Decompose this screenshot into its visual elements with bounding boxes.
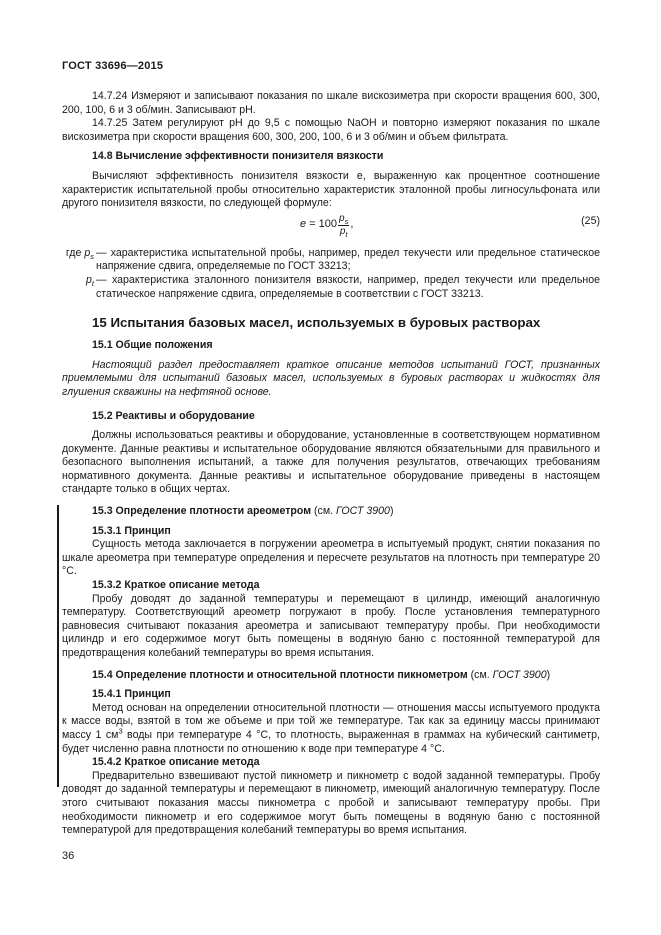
numerator-symbol: p — [339, 212, 345, 224]
def-sub: s — [90, 251, 94, 261]
heading-15-4 — [62, 669, 600, 683]
denominator-sub: t — [345, 229, 348, 239]
change-bar — [57, 505, 59, 787]
formula-tail: , — [350, 218, 354, 231]
formula-numerator — [338, 213, 349, 226]
numerator-sub: s — [344, 216, 349, 226]
paragraph-15-3-2: Пробу доводят до заданной температуры и перемещают в цилиндр, имеющий аналогичную температуру. Соответствующий ареометр погружают в пробу. После установления температурного равновесия считывают показания ареометра и записывают температуру пробы. При необходимости цилиндр и его содержимое могут быть помещены в водяную баню с постоянной температурой для предотвращения колебаний температуры во время испытания. — [62, 592, 600, 659]
ref-standard: ГОСТ 3900 — [336, 505, 390, 518]
def-sub: t — [91, 279, 94, 289]
denominator-symbol: p — [339, 225, 346, 237]
heading-15-4-1: 15.4.1 Принцип — [92, 688, 171, 701]
ref-close: ) — [546, 668, 551, 681]
cubic-superscript: 3 — [118, 726, 123, 736]
paragraph-15-1: Настоящий раздел предоставляет краткое описание методов испытаний ГОСТ, признанных приемлемыми для испытаний базовых масел, используемых в буровых растворах и жидкостях для глушения скважины на нефтяной основе. — [62, 358, 600, 398]
ref-open: (см. — [311, 505, 337, 518]
paragraph-14-7-25: 14.7.25 Затем регулируют pH до 9,5 с помощью NaOH и повторно измеряют показания по шкале вискозиметра при скорости вращения 600, 300, 200, 100, 6 и 3 об/мин и объем фильтрата. — [62, 117, 600, 143]
paragraph-15-3-1: Сущность метода заключается в погружении ареометра в испытуемый продукт, снятии показания по шкале ареометра при температуре определения и пересчете результатов на плотность при температуре 20 °С. — [62, 538, 600, 578]
definition-term — [62, 247, 96, 274]
formula-25 — [62, 211, 600, 247]
heading-15-2: 15.2 Реактивы и оборудование — [92, 409, 255, 422]
heading-14-8: 14.8 Вычисление эффективности понизителя вязкости — [92, 150, 384, 163]
definition-text: — характеристика эталонного понизителя вязкости, например, предел текучести или предельное статическое напряжение сдвига, определяемые в соответствии с ГОСТ 33213. — [96, 273, 600, 300]
formula-number: (25) — [581, 214, 600, 227]
ref-standard: ГОСТ 3900 — [492, 668, 547, 681]
ref-open: (см. — [467, 668, 493, 681]
paragraph-15-4-1-part-a: Метод основан на определении относительной плотности — отношения массы испытуемого продукта к массе воды, взятой в том же объеме и при той же температуре. Так как за единицу массы принимают массу 1 см — [62, 701, 600, 741]
definition-term — [62, 274, 96, 301]
definition-text: — характеристика испытательной пробы, например, предел текучести или предельное статическое напряжение сдвига, определяемые по ГОСТ 33213; — [96, 246, 600, 273]
heading-15-1: 15.1 Общие положения — [92, 339, 213, 352]
paragraph-15-4-2: Предварительно взвешивают пустой пикнометр и пикнометр с водой заданной температуры. Пробу доводят до заданной температуры и перемещают в пикнометр, имеющий аналогичную температуру. После этого считывают показания массы пикнометра с пробой и записывают температуру пробы. При необходимости пикнометр и его содержимое могут быть помещены в водяную баню с постоянной температурой для предотвращения колебаний температуры во время испытания. — [62, 769, 600, 837]
paragraph-15-4-1 — [62, 702, 600, 756]
paragraph-14-8: Вычисляют эффективность понизителя вязкости e, выраженную как процентное соотношение характеристик испытательной пробы относительно характеристик эталонной пробы лигносульфоната или другого понизителя вязкости, по следующей формуле: — [62, 169, 600, 210]
formula-expression — [300, 213, 353, 238]
heading-15-3 — [62, 505, 600, 519]
paragraph-15-4-1-part-b: воды при температуре 4 °С, то плотность, выраженная в граммах на кубический сантиметр, будет численно равна плотности по отношению к воде при температуре 4 °С. — [62, 728, 600, 755]
formula-denominator — [340, 226, 348, 238]
formula-eq: = 100 — [306, 218, 338, 231]
document-header: ГОСТ 33696—2015 — [62, 60, 164, 72]
def-symbol: p — [86, 273, 92, 286]
page-number: 36 — [62, 850, 75, 862]
document-body — [62, 90, 600, 838]
paragraph-14-7-24: 14.7.24 Измеряют и записывают показания по шкале вискозиметра при скорости вращения 600, 300, 200, 100, 6 и 3 об/мин. Записывают pH. — [62, 90, 600, 116]
heading-15-3-2: 15.3.2 Краткое описание метода — [92, 579, 260, 592]
heading-15-3-title: 15.3 Определение плотности ареометром — [92, 505, 312, 518]
heading-15-4-2: 15.4.2 Краткое описание метода — [92, 756, 260, 769]
def-symbol: p — [84, 246, 91, 259]
changed-section — [62, 505, 600, 838]
paragraph-15-2: Должны использоваться реактивы и оборудование, установленные в соответствующем нормативном документе. Данные реактивы и испытательное оборудование являются обязательными для правильного и безопасного выполнения испытаний, а также для получения результатов, отвечающих требованиям нормативного документа. Данные реактивы и испытательное оборудование приведены в настоящем стандарте только в общих чертах. — [62, 429, 600, 496]
formula-fraction — [338, 213, 349, 238]
heading-15: 15 Испытания базовых масел, используемых в буровых растворах — [92, 315, 541, 331]
where-word: где — [65, 246, 82, 259]
heading-15-4-title: 15.4 Определение плотности и относительной плотности пикнометром — [92, 668, 468, 681]
ref-close: ) — [389, 505, 394, 518]
formula-lhs: e — [300, 218, 307, 231]
symbol-definitions — [62, 247, 600, 301]
heading-15-3-1: 15.3.1 Принцип — [92, 524, 171, 537]
